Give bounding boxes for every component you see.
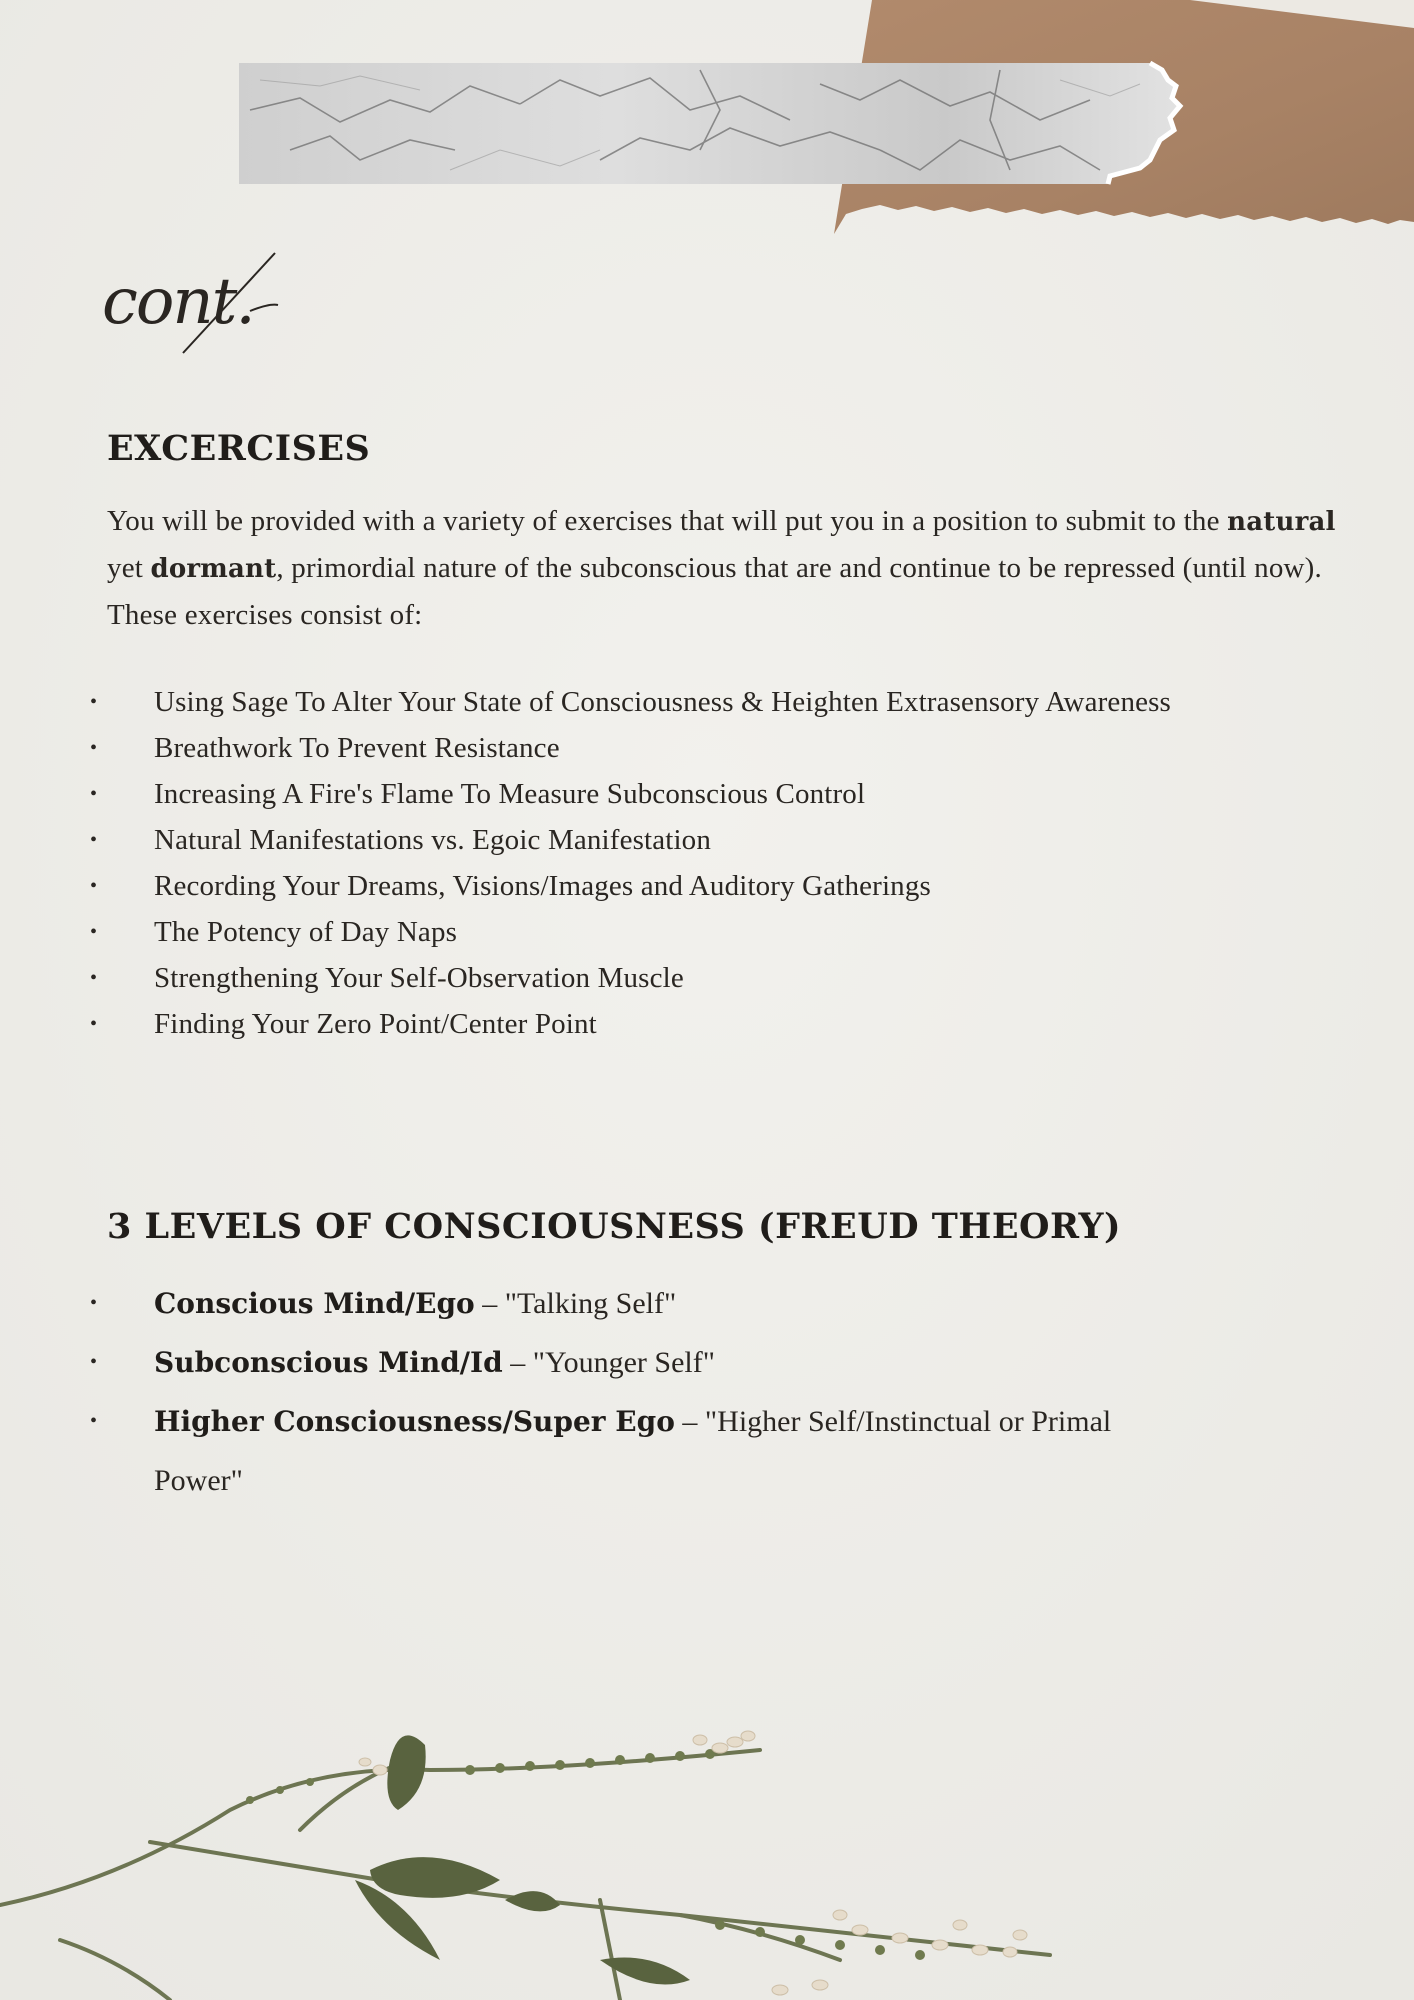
list-item [0,679,1414,725]
bullet-icon: • [90,691,98,713]
bullet-icon: • [90,921,98,943]
exercise-text: Finding Your Zero Point/Center Point [154,1008,597,1040]
exercise-text: Increasing A Fire's Flame To Measure Subconscious Control [154,778,866,810]
bullet-icon: • [90,737,98,759]
exercise-text: Using Sage To Alter Your State of Consciousness & Heighten Extrasensory Awareness [154,686,1171,718]
marble-tape [0,0,1414,200]
exercise-text: Breathwork To Prevent Resistance [154,732,560,764]
bullet-icon: • [90,967,98,989]
list-item [0,1274,1414,1333]
exercises-intro [107,498,1357,638]
list-item [0,955,1414,1001]
list-item [0,771,1414,817]
list-item [0,1392,1414,1510]
list-item [0,725,1414,771]
level-desc: – "Talking Self" [474,1287,677,1320]
exercises-list [0,679,1414,1047]
bullet-icon: • [90,783,98,805]
level-term: Higher Consciousness/Super Ego [154,1405,675,1438]
bullet-icon: • [90,829,98,851]
levels-heading: 3 LEVELS OF CONSCIOUSNESS (FREUD THEORY) [107,1206,1122,1247]
exercise-text: Natural Manifestations vs. Egoic Manifestation [154,824,711,856]
level-term: Subconscious Mind/Id [154,1346,503,1379]
exercise-text: Strengthening Your Self-Observation Muscle [154,962,684,994]
bullet-icon: • [90,875,98,897]
bullet-icon: • [90,1013,98,1035]
intro-text-1: You will be provided with a variety of exercises that will put you in a position to submit to the [107,505,1228,537]
level-desc: – "Higher Self/Instinctual or Primal Power" [154,1405,1112,1497]
script-title [100,245,300,365]
intro-text-3: , primordial nature of the subconscious that are and continue to be repressed (until now). These exercises consist of: [107,552,1322,631]
levels-list [0,1274,1414,1510]
list-item [0,817,1414,863]
level-desc: – "Younger Self" [502,1346,715,1379]
exercises-heading: EXCERCISES [107,428,371,469]
intro-bold-natural: natural [1227,507,1336,537]
intro-text-2: yet [107,552,151,584]
exercise-text: The Potency of Day Naps [154,916,458,948]
list-item [0,909,1414,955]
list-item [0,863,1414,909]
list-item [0,1001,1414,1047]
bullet-icon: • [90,1292,98,1314]
intro-bold-dormant: dormant [150,554,277,584]
exercise-text: Recording Your Dreams, Visions/Images and Auditory Gatherings [154,870,931,902]
bullet-icon: • [90,1351,98,1373]
script-title-text: cont. [102,265,254,339]
level-term: Conscious Mind/Ego [154,1287,475,1320]
list-item [0,1333,1414,1392]
bullet-icon: • [90,1410,98,1432]
